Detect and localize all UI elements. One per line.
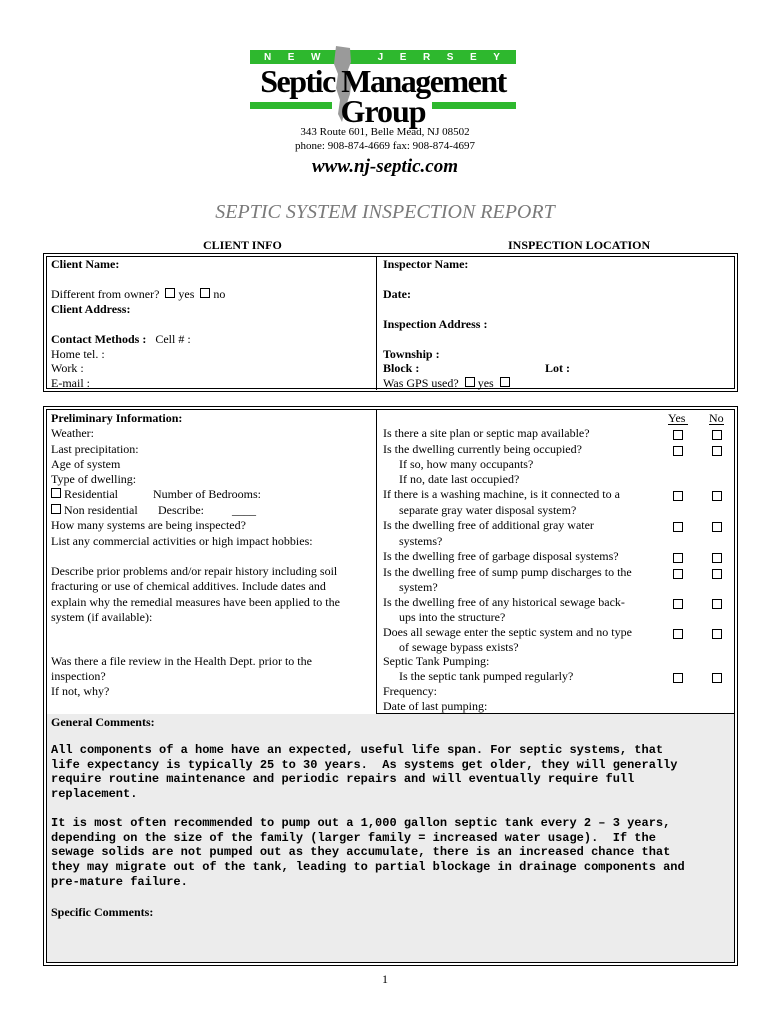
contact-methods-field	[51, 332, 191, 347]
question-line: system?	[399, 580, 438, 594]
question-line: ups into the structure?	[399, 610, 506, 624]
general-comments-paragraph: All components of a home have an expected, useful life span. For septic systems, that life expectancy is typically 25 to 30 years. As systems get older, they will generally require routine maintenance and periodic repairs and will eventually require full replacement.	[51, 743, 678, 802]
email-label: E-mail :	[51, 376, 90, 390]
state-letter: E	[470, 51, 479, 63]
client-address-label: Client Address:	[51, 302, 131, 316]
inspection-address-label: Inspection Address :	[383, 317, 488, 331]
company-website: www.nj-septic.com	[311, 156, 459, 177]
box-divider	[376, 409, 377, 714]
general-comments-paragraph: It is most often recommended to pump out a 1,000 gallon septic tank every 2 – 3 years, depending on the size of the family (larger family = increased water usage). If the sewage solids are not pumped out as they accumulate, there is an increased chance that they may migrate out of the tank, leading to partial blockage in drainage components and pre-mature failure.	[51, 816, 685, 889]
company-phone: phone: 908-874-4669 fax: 908-874-4697	[295, 140, 475, 152]
general-comments-heading: General Comments:	[51, 715, 155, 729]
question-line: Is the dwelling currently being occupied?	[383, 442, 582, 456]
question-line: Does all sewage enter the septic system and no type	[383, 625, 632, 639]
owner-yes-label: yes	[178, 287, 195, 301]
inspection-location-heading: INSPECTION LOCATION	[508, 238, 651, 252]
question-line: If there is a washing machine, is it connected to a	[383, 487, 620, 501]
state-letter: S	[446, 51, 456, 63]
lot-label: Lot :	[545, 361, 570, 375]
question-line: separate gray water disposal system?	[399, 503, 577, 517]
question-line: Frequency:	[383, 684, 437, 698]
company-address: 343 Route 601, Belle Mead, NJ 08502	[300, 126, 470, 138]
sewage-bypass-yes-checkbox[interactable]	[673, 629, 683, 639]
site-plan-yes-checkbox[interactable]	[673, 430, 683, 440]
weather-label: Weather:	[51, 426, 95, 440]
question-line: Is the dwelling free of sump pump discharges to the	[383, 565, 632, 579]
state-letter: R	[422, 51, 433, 63]
sump-pump-no-checkbox[interactable]	[712, 569, 722, 579]
specific-comments-heading: Specific Comments:	[51, 905, 154, 919]
state-letter: W	[311, 51, 323, 63]
bedrooms-label: Number of Bedrooms:	[153, 487, 261, 501]
question-line: Is there a site plan or septic map available?	[383, 426, 590, 440]
sewage-backup-yes-checkbox[interactable]	[673, 599, 683, 609]
different-owner-field	[51, 287, 225, 302]
box-divider	[376, 256, 377, 390]
dwelling-type-label: Type of dwelling:	[51, 472, 137, 486]
prior-problems-line: explain why the remedial measures have been applied to the	[51, 595, 340, 609]
client-info-heading: CLIENT INFO	[203, 238, 282, 252]
question-line: Septic Tank Pumping:	[383, 654, 490, 668]
work-label: Work :	[51, 361, 84, 375]
new-jersey-banner	[250, 50, 516, 64]
question-line: If so, how many occupants?	[399, 457, 534, 471]
no-column-heading: No	[709, 411, 724, 425]
owner-no-label: no	[213, 287, 226, 301]
file-review-line: inspection?	[51, 669, 106, 683]
report-title: SEPTIC SYSTEM INSPECTION REPORT	[215, 201, 555, 223]
inspector-name-label: Inspector Name:	[383, 257, 469, 271]
question-line: Date of last pumping:	[383, 699, 488, 713]
township-label: Township :	[383, 347, 440, 361]
brand-name-line1: Septic Management	[260, 63, 506, 99]
state-letter: J	[377, 51, 386, 63]
block-label: Block :	[383, 361, 420, 375]
garbage-disposal-no-checkbox[interactable]	[712, 553, 722, 563]
question-line: Is the septic tank pumped regularly?	[399, 669, 574, 683]
prior-problems-line: fracturing or use of chemical additives. Include dates and	[51, 579, 326, 593]
cell-label: Cell # :	[155, 332, 191, 346]
non-residential-checkbox[interactable]	[51, 504, 61, 514]
question-line: Is the dwelling free of any historical sewage back-	[383, 595, 625, 609]
precipitation-label: Last precipitation:	[51, 442, 139, 456]
different-owner-label: Different from owner?	[51, 287, 160, 301]
owner-no-checkbox[interactable]	[200, 288, 210, 298]
home-tel-label: Home tel. :	[51, 347, 105, 361]
sewage-bypass-no-checkbox[interactable]	[712, 629, 722, 639]
garbage-disposal-yes-checkbox[interactable]	[673, 553, 683, 563]
prior-problems-line: system (if available):	[51, 610, 153, 624]
occupied-yes-checkbox[interactable]	[673, 446, 683, 456]
commercial-activities-label: List any commercial activities or high impact hobbies:	[51, 534, 313, 548]
describe-label: Describe:	[158, 503, 204, 517]
state-letter: Y	[493, 51, 502, 63]
brand-name-line2: Group	[340, 93, 426, 129]
describe-blank[interactable]: ____	[232, 503, 256, 517]
residential-checkbox[interactable]	[51, 488, 61, 498]
washing-machine-no-checkbox[interactable]	[712, 491, 722, 501]
yes-column-heading: Yes	[668, 411, 686, 425]
gps-yes-label: yes	[477, 376, 494, 390]
question-line: If no, date last occupied?	[399, 472, 520, 486]
non-residential-option	[51, 503, 138, 518]
gps-no-checkbox[interactable]	[500, 377, 510, 387]
residential-option	[51, 487, 118, 502]
question-line: systems?	[399, 534, 443, 548]
sump-pump-yes-checkbox[interactable]	[673, 569, 683, 579]
state-letter: N	[264, 51, 274, 63]
gray-water-yes-checkbox[interactable]	[673, 522, 683, 532]
gps-label: Was GPS used?	[383, 376, 459, 390]
file-review-line: If not, why?	[51, 684, 110, 698]
client-name-label: Client Name:	[51, 257, 120, 271]
date-label: Date:	[383, 287, 411, 301]
prior-problems-line: Describe prior problems and/or repair history including soil	[51, 564, 338, 578]
sewage-backup-no-checkbox[interactable]	[712, 599, 722, 609]
contact-methods-label: Contact Methods :	[51, 332, 147, 346]
residential-label: Residential	[64, 487, 118, 501]
pumped-regularly-no-checkbox[interactable]	[712, 673, 722, 683]
no-underline	[709, 424, 724, 425]
owner-yes-checkbox[interactable]	[165, 288, 175, 298]
yes-underline	[668, 424, 688, 425]
question-line: of sewage bypass exists?	[399, 640, 519, 654]
question-line: Is the dwelling free of additional gray water	[383, 518, 594, 532]
age-of-system-label: Age of system	[51, 457, 121, 471]
state-letter: E	[399, 51, 409, 63]
file-review-line: Was there a file review in the Health Dept. prior to the	[51, 654, 312, 668]
gps-yes-checkbox[interactable]	[465, 377, 475, 387]
systems-inspected-label: How many systems are being inspected?	[51, 518, 246, 532]
washing-machine-yes-checkbox[interactable]	[673, 491, 683, 501]
question-line: Is the dwelling free of garbage disposal systems?	[383, 549, 619, 563]
page-number: 1	[382, 972, 388, 986]
state-letter: E	[287, 51, 297, 63]
company-logo	[246, 44, 520, 129]
occupied-no-checkbox[interactable]	[712, 446, 722, 456]
pumped-regularly-yes-checkbox[interactable]	[673, 673, 683, 683]
non-residential-label: Non residential	[64, 503, 138, 517]
site-plan-no-checkbox[interactable]	[712, 430, 722, 440]
gray-water-no-checkbox[interactable]	[712, 522, 722, 532]
gps-field	[383, 376, 513, 391]
preliminary-heading: Preliminary Information:	[51, 411, 183, 425]
